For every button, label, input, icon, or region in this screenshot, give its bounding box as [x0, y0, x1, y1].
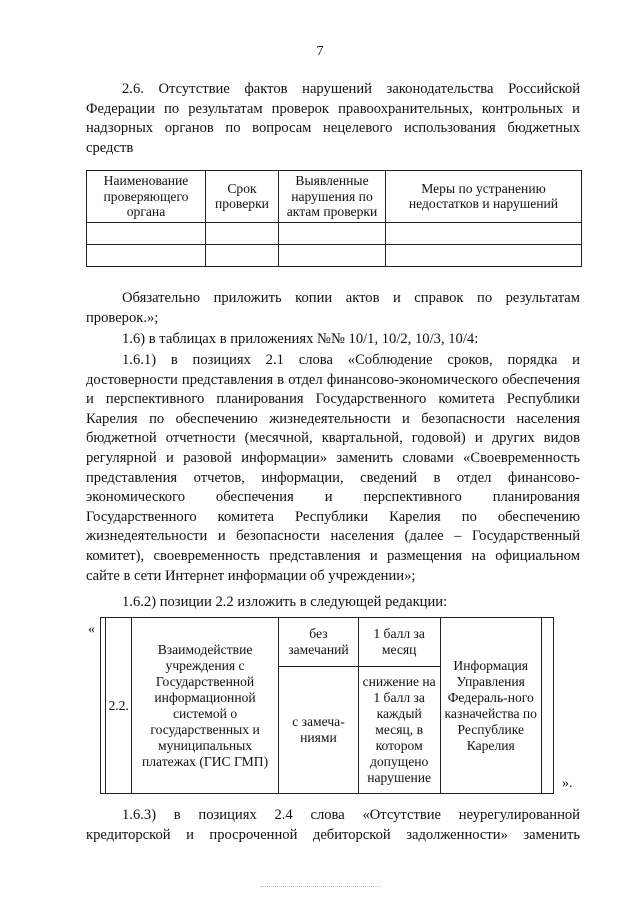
item-1-6-3-line-1: 1.6.3) в позициях 2.4 слова «Отсутствие неурегулированной: [122, 807, 580, 823]
close-quote: ».: [562, 776, 573, 791]
section-2-6-heading: 2.6. Отсутствие фактов нарушений законодательства Российской Федерации по результатам проверок правоохранительных, контрольных и надзорных органов по вопросам нецелевого использования бюджетных средств: [86, 81, 580, 156]
table-row: [87, 222, 582, 244]
reduction-cell: снижение на 1 балл за каждый месяц, в котором допущено нарушение: [358, 667, 440, 794]
attach-note: Обязательно приложить копии актов и справок по результатам проверок.»;: [86, 290, 580, 326]
table-header-row: [87, 171, 582, 223]
item-1-6-3-line-2: кредиторской и просроченной дебиторской задолженности» заменить: [86, 827, 580, 843]
header-violations-found: Выявленные нарушения по актам проверки: [279, 171, 386, 223]
table-row: [87, 244, 582, 266]
no-remarks-cell: без замечаний: [279, 618, 359, 667]
header-inspection-period: Срок проверки: [206, 171, 279, 223]
table-row: [101, 618, 554, 667]
header-corrective-measures: Меры по устранению недостатков и нарушений: [386, 171, 582, 223]
item-1-6: 1.6) в таблицах в приложениях №№ 10/1, 10/2, 10/3, 10/4:: [122, 331, 479, 347]
open-quote: «: [88, 622, 95, 637]
item-1-6-1: 1.6.1) в позициях 2.1 слова «Соблюдение сроков, порядка и достоверности представления в отдел финансово-экономического обеспечения и перспективного планирования Государственного комитета Республики Карелия по обеспечению жизнедеятельности и безопасности населения бюджетной отчетности (месячной, квартальной, годовой) и других видов регулярной и разовой информации» заменить словами «Своевременность представления отчетов, информации, сведений в отдел финансово-экономического обеспечения и перспективного планирования Государственного комитета Республики Карелия по обеспечению жизнедеятельности и безопасности населения (далее – Государственный комитет), своевременность представления и размещения на официальном сайте в сети Интернет информации об учреждении»;: [86, 352, 580, 584]
item-1-6-2: 1.6.2) позиции 2.2 изложить в следующей редакции:: [122, 594, 448, 610]
info-source-cell: Информация Управления Федераль-ного казначейства по Республике Карелия: [440, 618, 541, 794]
page-number: 7: [316, 44, 324, 59]
header-inspecting-body: Наименование проверяющего органа: [87, 171, 206, 223]
empty-right-cell: [541, 618, 553, 794]
measures-table: [86, 170, 582, 267]
position-description: Взаимодействие учреждения с Государственной информационной системой о государственных и муниципальных платежах (ГИС ГМП): [131, 618, 278, 794]
scan-divider: [260, 886, 380, 887]
with-remarks-cell: с замеча-ниями: [279, 667, 359, 794]
score-cell: 1 балл за месяц: [358, 618, 440, 667]
position-number: 2.2.: [106, 618, 132, 794]
position-2-2-table: [100, 617, 554, 794]
